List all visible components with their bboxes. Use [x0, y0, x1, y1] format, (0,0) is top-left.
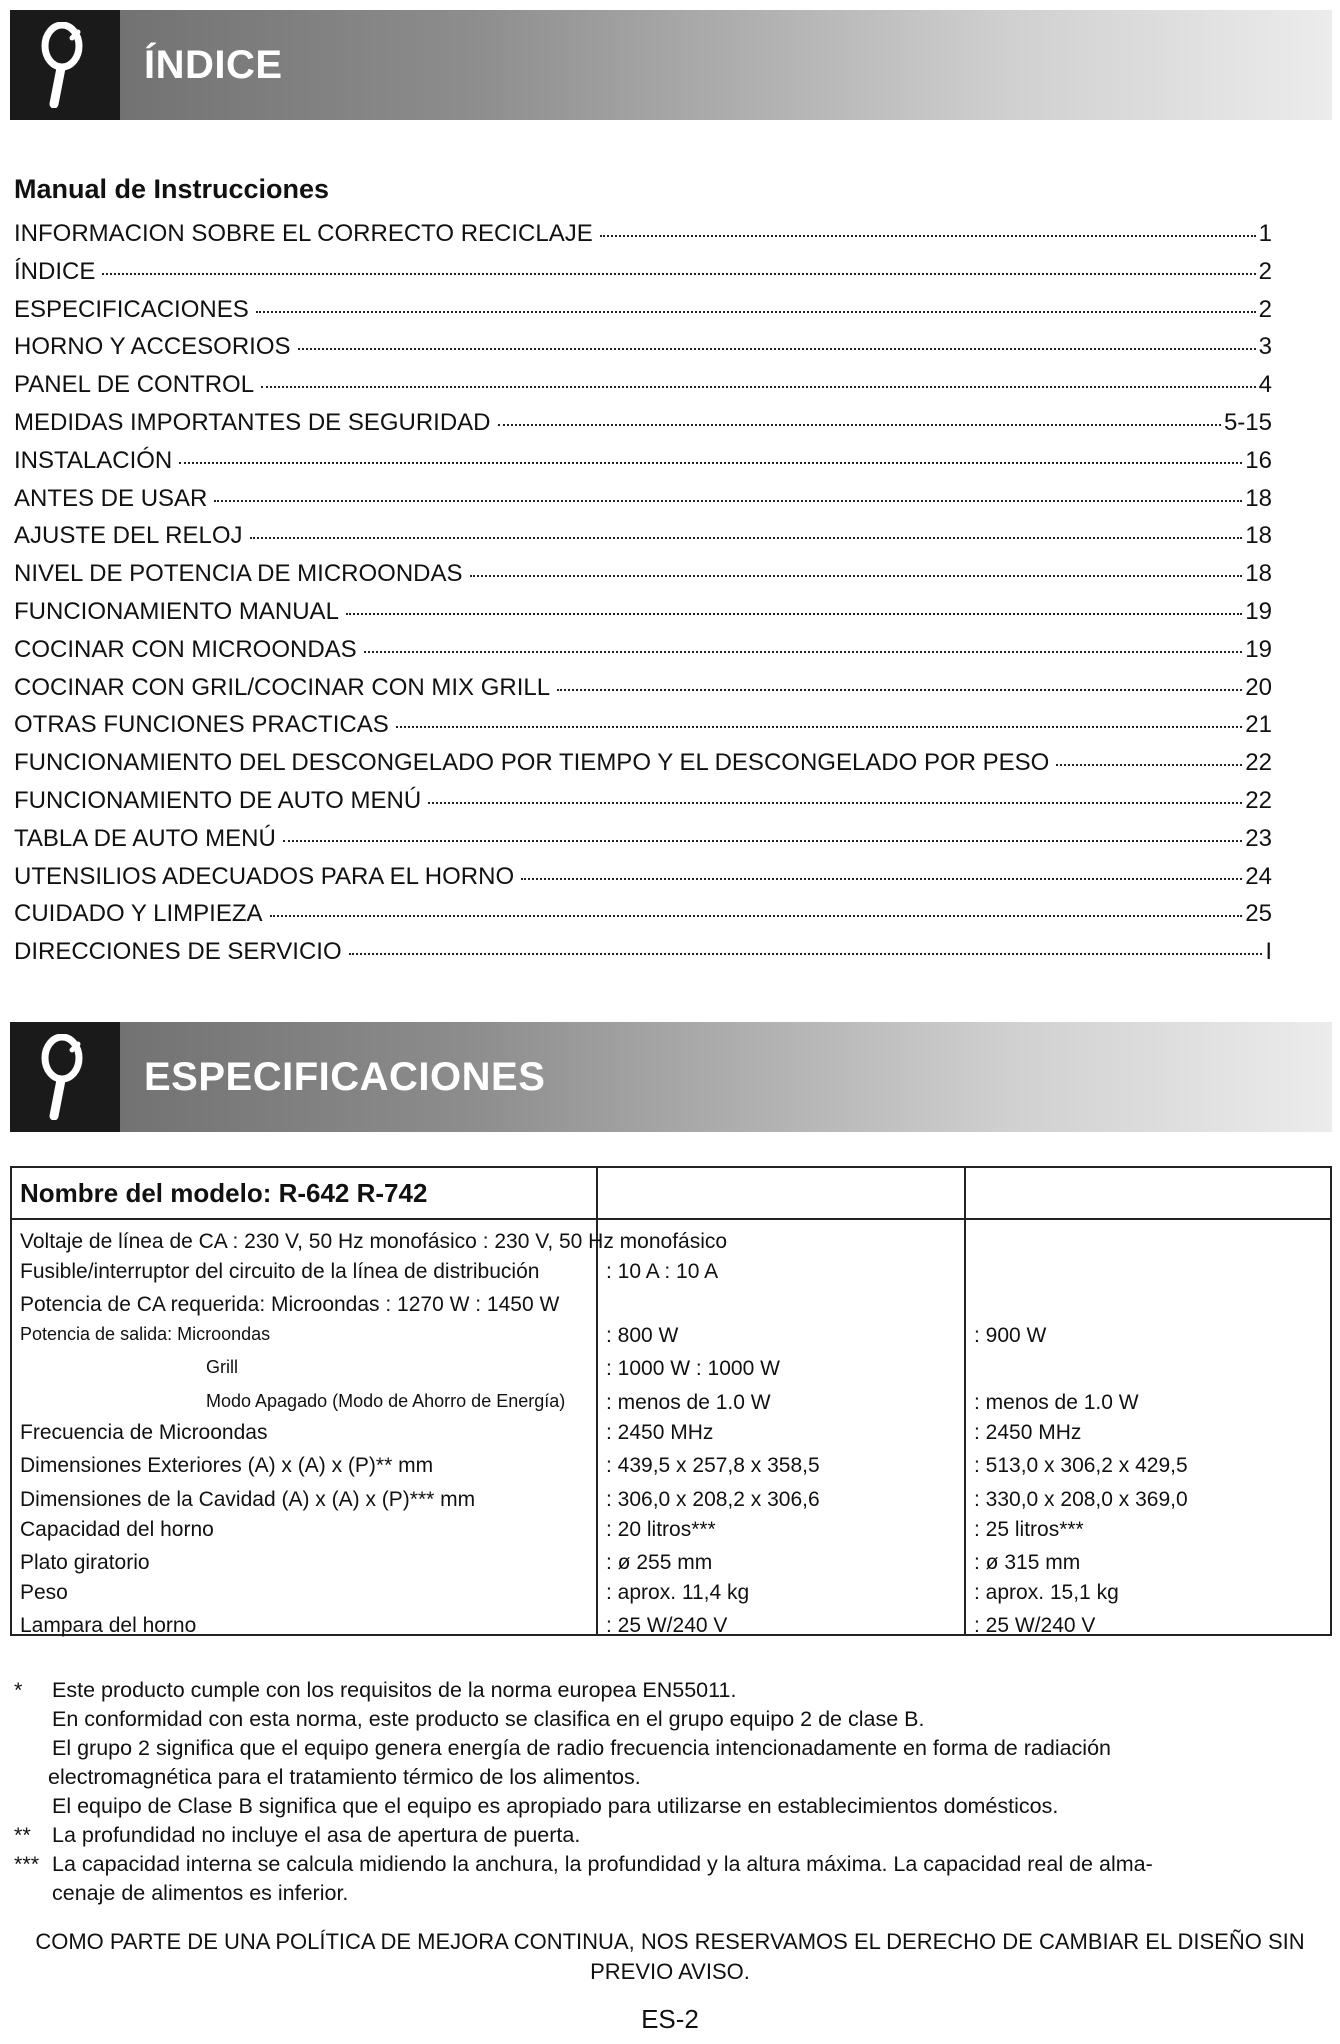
table-row [12, 1454, 1330, 1484]
spec-value-r642: : 25 W/240 V [606, 1614, 728, 1637]
voltage-text: Voltaje de línea de CA : 230 V, 50 Hz monofásico : 230 V, 50 Hz monofásico [20, 1230, 728, 1253]
footnote-1 [14, 1676, 1324, 1821]
spec-value-r642: : aprox. 11,4 kg [606, 1581, 750, 1604]
footnote-marker: *** [14, 1852, 40, 1876]
spec-value-r742: : 330,0 x 208,0 x 369,0 [974, 1488, 1188, 1511]
specifications-table [10, 1166, 1332, 1636]
spec-value-r642: : 306,0 x 208,2 x 306,6 [606, 1488, 820, 1511]
banner-icon-box [10, 10, 120, 120]
spec-value-r642: : 2450 MHz [606, 1421, 714, 1444]
policy-notice [14, 1927, 1326, 1987]
table-row [12, 1293, 1330, 1323]
table-row [12, 1488, 1330, 1518]
table-row [12, 1391, 1330, 1421]
spec-value-r642: : ø 255 mm [606, 1551, 713, 1574]
footnote-text: Este producto cumple con los requisitos de la norma europea EN55011. [52, 1678, 737, 1702]
footnote-text: El grupo 2 significa que el equipo genera energía de radio frecuencia intencionadamente en forma de radiación [52, 1736, 1111, 1760]
footnote-3 [14, 1850, 1324, 1908]
spec-value-r642: : 20 litros*** [606, 1518, 716, 1541]
spec-label: Dimensiones de la Cavidad (A) x (A) x (P)*** mm [20, 1488, 476, 1511]
toc-entry: FUNCIONAMIENTO MANUAL 19 [14, 597, 1272, 625]
toc-entry: AJUSTE DEL RELOJ 18 [14, 522, 1272, 550]
table-row [12, 1581, 1330, 1611]
toc-entry: OTRAS FUNCIONES PRACTICAS 21 [14, 711, 1272, 739]
section-banner-indice [10, 10, 1332, 120]
toc-entry: HORNO Y ACCESORIOS 3 [14, 333, 1272, 361]
policy-notice-line: PREVIO AVISO. [590, 1959, 750, 1984]
footnotes [14, 1676, 1324, 1908]
spec-value-r742: : 25 litros*** [974, 1518, 1084, 1541]
spec-label: Plato giratorio [20, 1551, 150, 1574]
table-row [12, 1230, 1330, 1260]
fuse-label: Fusible/interruptor del circuito de la línea de distribución [20, 1260, 540, 1283]
section-title-especificaciones: ESPECIFICACIONES [144, 1055, 546, 1099]
footnote-text: El equipo de Clase B significa que el equipo es apropiado para utilizarse en establecimientos domésticos. [52, 1794, 1059, 1818]
table-row [12, 1260, 1330, 1290]
toc-entry: INSTALACIÓN 16 [14, 446, 1272, 474]
table-header-row [12, 1168, 1330, 1220]
table-row [12, 1551, 1330, 1581]
table-row [12, 1421, 1330, 1451]
spec-label: Frecuencia de Microondas [20, 1421, 268, 1444]
output-power-label: Potencia de salida: Microondas [20, 1324, 271, 1344]
footnote-2 [14, 1821, 1324, 1850]
spec-value-r742: : ø 315 mm [974, 1551, 1081, 1574]
footnote-marker: ** [14, 1823, 31, 1847]
fuse-value: : 10 A : 10 A [606, 1260, 719, 1283]
spec-value-r742: : aprox. 15,1 kg [974, 1581, 1119, 1604]
spec-value-r742: : 2450 MHz [974, 1421, 1082, 1444]
off-mode-r742: : menos de 1.0 W [974, 1391, 1139, 1414]
toc-entry: FUNCIONAMIENTO DEL DESCONGELADO POR TIEMPO Y EL DESCONGELADO POR PESO 22 [14, 749, 1272, 777]
toc-entry: CUIDADO Y LIMPIEZA 25 [14, 900, 1272, 928]
policy-notice-line: COMO PARTE DE UNA POLÍTICA DE MEJORA CONTINUA, NOS RESERVAMOS EL DERECHO DE CAMBIAR EL DISEÑO SIN [35, 1929, 1305, 1954]
toc-entry: ESPECIFICACIONES 2 [14, 295, 1272, 323]
off-mode-r642: : menos de 1.0 W [606, 1391, 771, 1414]
footnote-text: La profundidad no incluye el asa de apertura de puerta. [52, 1823, 581, 1847]
table-row [12, 1614, 1330, 1644]
output-power-r742: : 900 W [974, 1324, 1047, 1347]
table-row [12, 1324, 1330, 1354]
spec-value-r742: : 513,0 x 306,2 x 429,5 [974, 1454, 1188, 1477]
toc-entry: MEDIDAS IMPORTANTES DE SEGURIDAD 5-15 [14, 408, 1272, 436]
grill-value: : 1000 W : 1000 W [606, 1357, 780, 1380]
info-icon [34, 22, 96, 108]
toc-entry: NIVEL DE POTENCIA DE MICROONDAS 18 [14, 560, 1272, 588]
toc-entry: ANTES DE USAR 18 [14, 484, 1272, 512]
toc-entry: ÍNDICE 2 [14, 257, 1272, 285]
toc-entry: DIRECCIONES DE SERVICIO I [14, 938, 1272, 966]
toc-entry: COCINAR CON GRIL/COCINAR CON MIX GRILL 20 [14, 673, 1272, 701]
toc-entry: COCINAR CON MICROONDAS 19 [14, 635, 1272, 663]
toc-entry: FUNCIONAMIENTO DE AUTO MENÚ 22 [14, 786, 1272, 814]
section-title-indice: ÍNDICE [144, 43, 283, 87]
toc-entry: INFORMACION SOBRE EL CORRECTO RECICLAJE 1 [14, 220, 1272, 247]
footnote-text: cenaje de alimentos es inferior. [52, 1881, 349, 1905]
output-power-r642: : 800 W [606, 1324, 679, 1347]
spec-label: Capacidad del horno [20, 1518, 214, 1541]
toc-entry: PANEL DE CONTROL 4 [14, 371, 1272, 399]
info-icon [34, 1034, 96, 1120]
table-row [12, 1357, 1330, 1387]
banner-icon-box [10, 1022, 120, 1132]
model-name-header: Nombre del modelo: R-642 R-742 [20, 1178, 428, 1208]
footnote-text: electromagnética para el tratamiento térmico de los alimentos. [48, 1765, 641, 1789]
footnote-text: La capacidad interna se calcula midiendo la anchura, la profundidad y la altura máxima. La capacidad real de alma- [52, 1852, 1153, 1876]
table-row [12, 1518, 1330, 1548]
spec-label: Lampara del horno [20, 1614, 197, 1637]
toc-entry: TABLA DE AUTO MENÚ 23 [14, 824, 1272, 852]
toc-entry: UTENSILIOS ADECUADOS PARA EL HORNO 24 [14, 862, 1272, 890]
page-number: ES-2 [641, 2004, 699, 2034]
spec-label: Dimensiones Exteriores (A) x (A) x (P)** mm [20, 1454, 434, 1477]
footnote-text: En conformidad con esta norma, este producto se clasifica en el grupo equipo 2 de clase B. [52, 1707, 925, 1731]
off-mode-label: Modo Apagado (Modo de Ahorro de Energía) [206, 1391, 566, 1411]
power-required-text: Potencia de CA requerida: Microondas : 1270 W : 1450 W [20, 1293, 560, 1316]
spec-label: Peso [20, 1581, 68, 1604]
table-of-contents [14, 220, 1272, 976]
spec-value-r742: : 25 W/240 V [974, 1614, 1096, 1637]
table-body [12, 1220, 1330, 1637]
spec-value-r642: : 439,5 x 257,8 x 358,5 [606, 1454, 820, 1477]
footnote-marker: * [14, 1678, 23, 1702]
section-banner-especificaciones [10, 1022, 1332, 1132]
grill-label: Grill [206, 1357, 238, 1377]
toc-heading: Manual de Instrucciones [14, 174, 330, 204]
